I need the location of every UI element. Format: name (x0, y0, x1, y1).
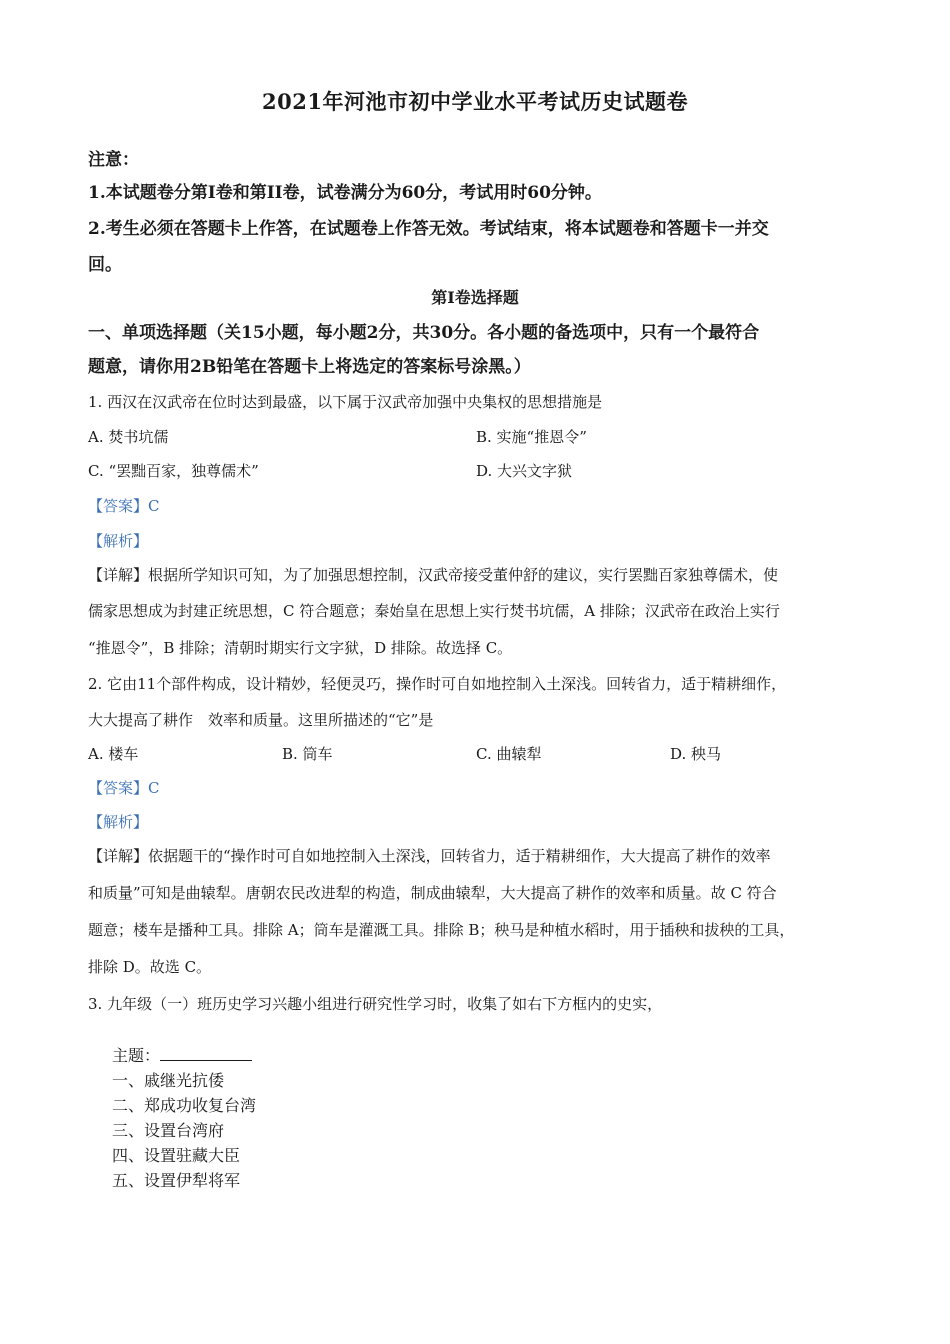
facts-list-item: 四、设置驻藏大臣 (112, 1146, 241, 1165)
question-2-detail-line-1: 【详解】依据题干的“操作时可自如地控制入土深浅，回转省力，适于精耕细作，大大提高了耕作的效率 (88, 847, 771, 865)
facts-list-item: 五、设置伊犁将军 (112, 1171, 241, 1190)
question-3-facts-box (112, 1043, 256, 1193)
section-title: 第Ⅰ卷选择题 (431, 288, 519, 307)
topic-blank (160, 1046, 252, 1061)
question-2-option-c: C. 曲辕犁 (476, 745, 542, 763)
page-title: 2021年河池市初中学业水平考试历史试题卷 (262, 89, 688, 114)
facts-list-item: 二、郑成功收复台湾 (112, 1096, 257, 1115)
question-2-option-a: A. 楼车 (88, 745, 139, 763)
question-2-stem-line-1: 2. 它由11个部件构成，设计精妙，轻便灵巧，操作时可自如地控制入土深浅。回转省力，适于精耕细作， (88, 675, 787, 693)
notice-item-1: 1.本试题卷分第Ⅰ卷和第II卷，试卷满分为60分，考试用时60分钟。 (88, 183, 602, 203)
question-1-stem: 1. 西汉在汉武帝在位时达到最盛，以下属于汉武帝加强中央集权的思想措施是 (88, 393, 603, 411)
facts-list-item: 一、戚继光抗倭 (112, 1071, 225, 1090)
question-2-detail-line-4: 排除 D。故选 C。 (88, 958, 212, 976)
question-1-detail-line-1: 【详解】根据所学知识可知，为了加强思想控制，汉武帝接受董仲舒的建议，实行罢黜百家独尊儒术，使 (88, 566, 779, 584)
question-1-option-d: D. 大兴文字狱 (476, 462, 573, 480)
question-2-detail-line-3: 题意；楼车是播种工具。排除 A；筒车是灌溉工具。排除 B；秧马是种植水稻时，用于插秧和拔秧的工具， (88, 921, 795, 939)
question-2-option-d: D. 秧马 (670, 745, 722, 763)
part1-instruction-line-1: 一、单项选择题（关15小题，每小题2分，共30分。各小题的备选项中，只有一个最符合 (88, 323, 760, 343)
notice-heading: 注意： (88, 150, 139, 170)
question-1-detail-line-3: “推恩令”，B 排除；清朝时期实行文字狱，D 排除。故选择 C。 (88, 639, 513, 657)
topic-label: 主题： (112, 1046, 161, 1065)
notice-item-2-line-1: 2.考生必须在答题卡上作答，在试题卷上作答无效。考试结束，将本试题卷和答题卡一并交 (88, 219, 769, 239)
question-2-detail-line-2: 和质量”可知是曲辕犁。唐朝农民改进犁的构造，制成曲辕犁，大大提高了耕作的效率和质量。故 C 符合 (88, 884, 777, 902)
question-1-analysis-label: 【解析】 (88, 532, 149, 550)
question-2-option-b: B. 筒车 (282, 745, 333, 763)
question-1-answer: 【答案】C (88, 497, 160, 515)
topic-line (112, 1043, 256, 1068)
question-2-analysis-label: 【解析】 (88, 813, 149, 831)
part1-instruction-line-2: 题意，请你用2B铅笔在答题卡上将选定的答案标号涂黑。） (88, 357, 531, 377)
question-1-option-a: A. 焚书坑儒 (88, 428, 169, 446)
question-1-option-b: B. 实施“推恩令” (476, 428, 587, 446)
question-3-stem: 3. 九年级（一）班历史学习兴趣小组进行研究性学习时，收集了如右下方框内的史实， (88, 995, 663, 1013)
question-2-stem-line-2: 大大提高了耕作 效率和质量。这里所描述的“它”是 (88, 711, 434, 729)
question-2-answer: 【答案】C (88, 779, 160, 797)
notice-item-2-line-2: 回。 (88, 255, 122, 275)
facts-list-item: 三、设置台湾府 (112, 1121, 225, 1140)
question-1-option-c: C. “罢黜百家，独尊儒术” (88, 462, 259, 480)
question-1-detail-line-2: 儒家思想成为封建正统思想，C 符合题意；秦始皇在思想上实行焚书坑儒，A 排除；汉武帝在政治上实行 (88, 602, 780, 620)
